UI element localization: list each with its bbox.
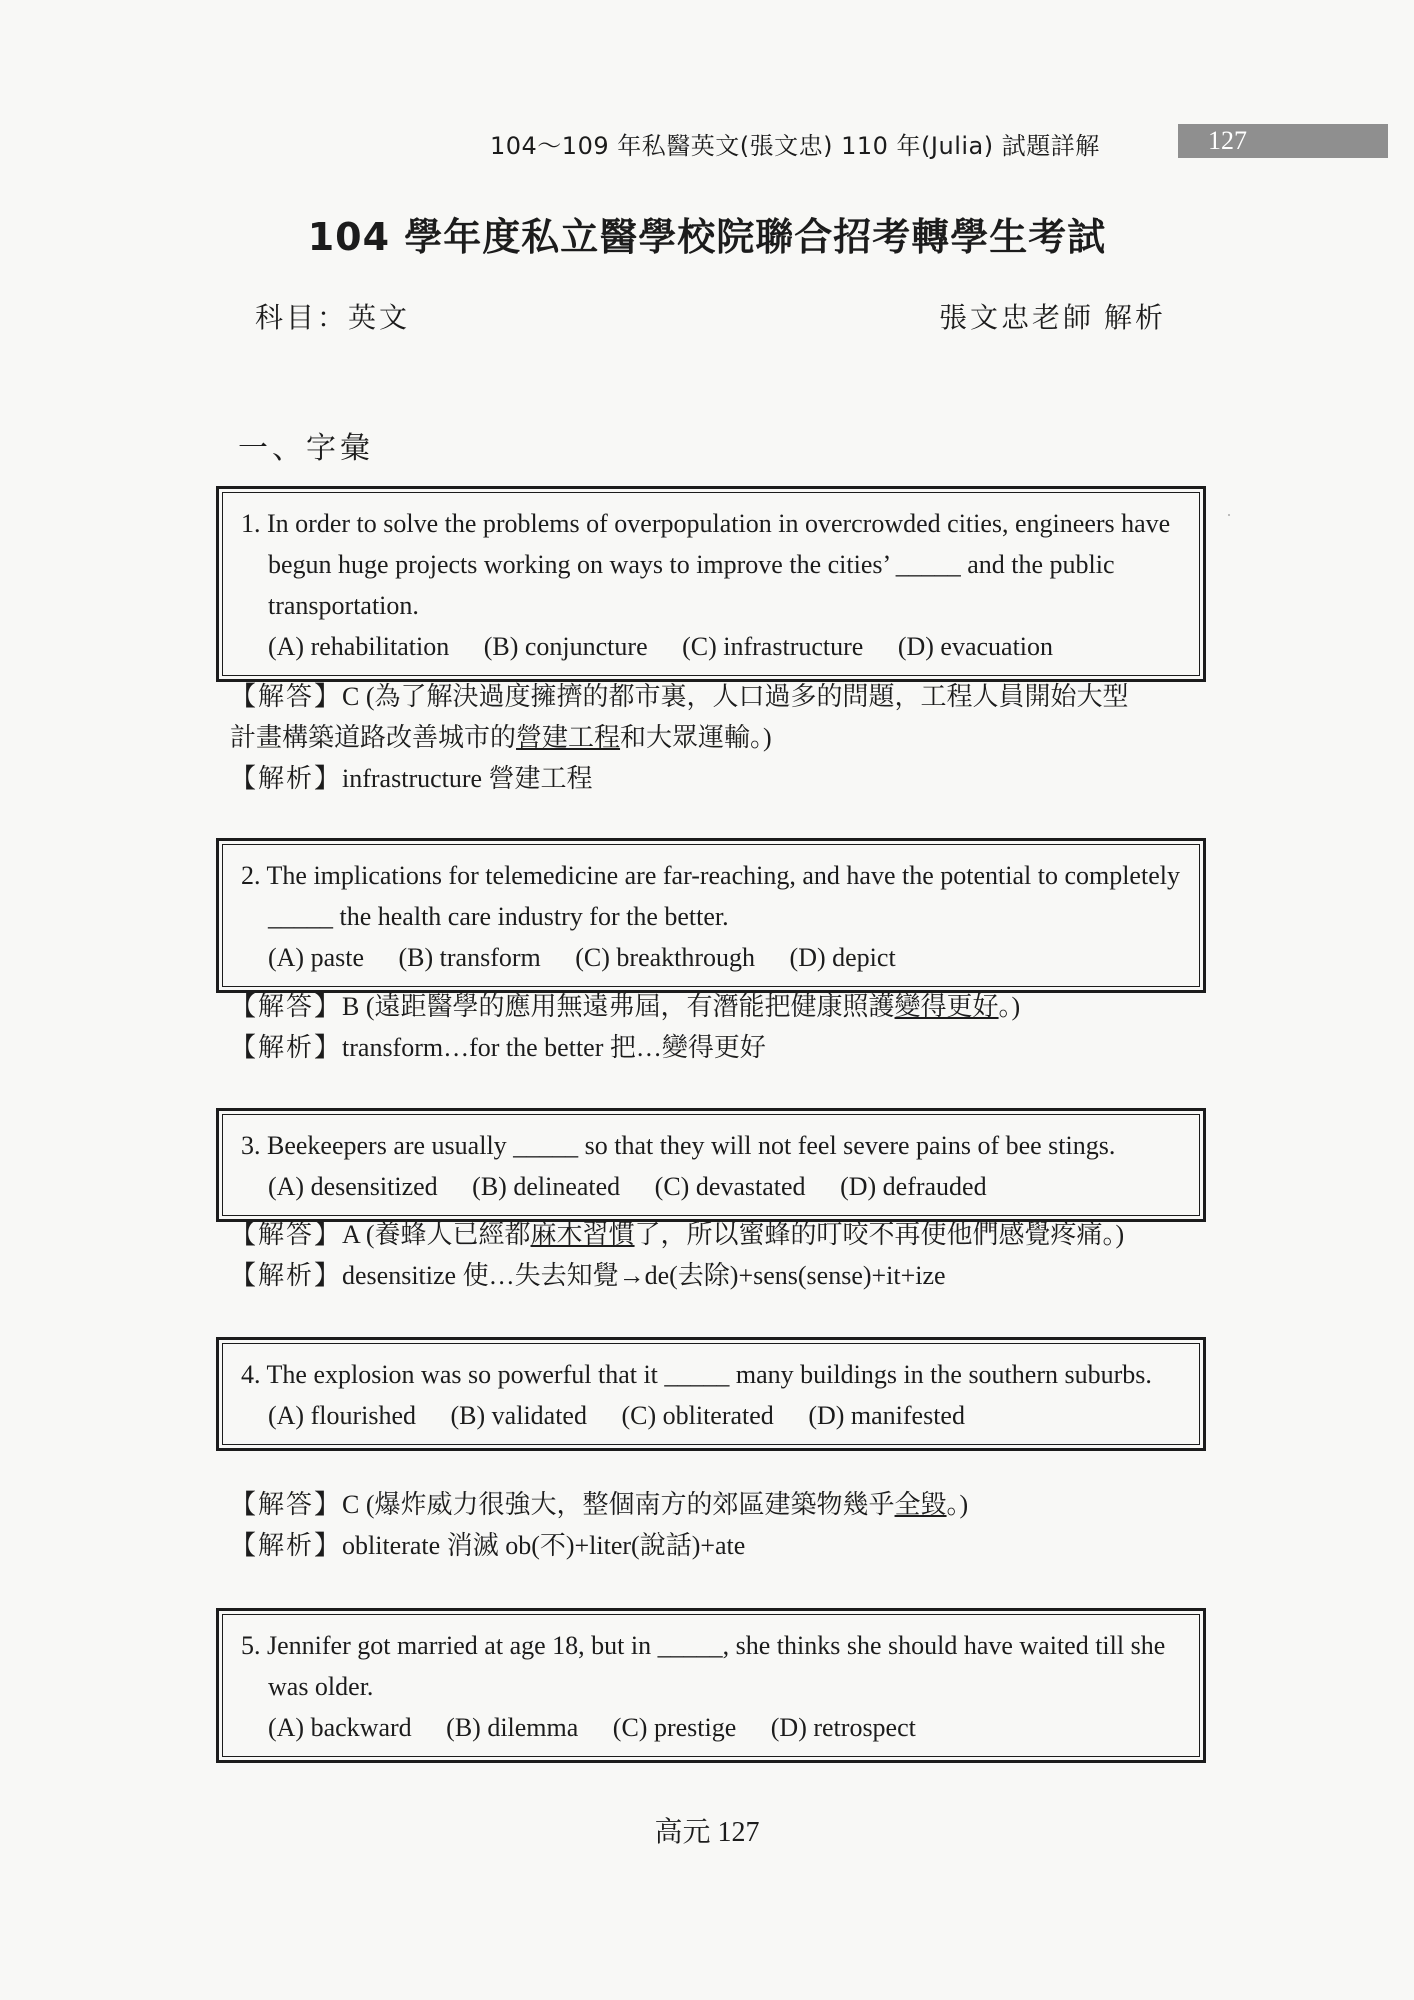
answer-text: C (爆炸威力很強大，整個南方的郊區建築物幾乎 <box>342 1490 895 1519</box>
answer-text: A (養蜂人已經都 <box>342 1220 531 1249</box>
analysis-line <box>230 758 1190 799</box>
answer-underlined: 變得更好 <box>894 992 999 1021</box>
answer-text: 。) <box>946 1490 969 1519</box>
analysis-tag: 【解析】 <box>230 1261 343 1290</box>
page-label-bar: 127 <box>1178 124 1388 158</box>
option-b: (B) conjuncture <box>483 632 648 661</box>
analysis-tag: 【解析】 <box>230 764 343 793</box>
options-row <box>241 1395 1181 1436</box>
question-text: 5. Jennifer got married at age 18, but in _____, she thinks she should have waited till she was older. <box>241 1631 1166 1701</box>
answer-line <box>230 986 1190 1027</box>
answer-text: C (為了解決過度擁擠的都市裏，人口過多的問題，工程人員開始大型 <box>342 682 1129 711</box>
analysis-line <box>230 1255 1190 1296</box>
scan-speck <box>1228 514 1230 516</box>
answer-underlined: 全毀 <box>894 1490 947 1519</box>
question-box-2 <box>216 838 1206 993</box>
options-row <box>241 1166 1181 1207</box>
answer-text: 。) <box>998 992 1021 1021</box>
question-box-4 <box>216 1337 1206 1451</box>
option-d: (D) depict <box>789 943 896 972</box>
analysis-text: transform…for the better 把…變得更好 <box>342 1033 766 1062</box>
exam-title: 104 學年度私立醫學校院聯合招考轉學生考試 <box>307 215 1107 259</box>
options-row <box>241 626 1181 667</box>
option-d: (D) manifested <box>808 1401 965 1430</box>
option-c: (C) devastated <box>654 1172 806 1201</box>
question-box-5 <box>216 1608 1206 1763</box>
option-b: (B) delineated <box>472 1172 621 1201</box>
option-a: (A) flourished <box>268 1401 417 1430</box>
answer-underlined: 營建工程 <box>516 723 621 752</box>
option-b: (B) validated <box>450 1401 587 1430</box>
answer-tag: 【解答】 <box>230 1220 343 1249</box>
options-row <box>241 1707 1181 1748</box>
section-title: 一、字彙 <box>238 432 374 465</box>
answer-tag: 【解答】 <box>230 992 343 1021</box>
option-b: (B) dilemma <box>446 1713 579 1742</box>
answer-block-3 <box>230 1214 1190 1296</box>
answer-text: B (遠距醫學的應用無遠弗屆，有潛能把健康照護 <box>342 992 895 1021</box>
answer-block-4 <box>230 1484 1190 1566</box>
analysis-tag: 【解析】 <box>230 1531 343 1560</box>
option-a: (A) rehabilitation <box>268 632 450 661</box>
page-number: 高元 127 <box>654 1817 760 1848</box>
question-text: 3. Beekeepers are usually _____ so that they will not feel severe pains of bee stings. <box>241 1131 1116 1160</box>
option-c: (C) infrastructure <box>682 632 864 661</box>
analysis-line <box>230 1027 1190 1068</box>
answer-line <box>230 1214 1190 1255</box>
analysis-tag: 【解析】 <box>230 1033 343 1062</box>
question-text: 2. The implications for telemedicine are far-reaching, and have the potential to completely _____ the health care industry for the better. <box>241 861 1180 931</box>
answer-line-continued <box>230 717 1190 758</box>
question-text: 1. In order to solve the problems of overpopulation in overcrowded cities, engineers have begun huge projects working on ways to improve the cities’ _____ and the public transportation. <box>241 509 1171 620</box>
option-d: (D) defrauded <box>840 1172 987 1201</box>
analysis-text: infrastructure 營建工程 <box>342 764 593 793</box>
answer-line <box>230 676 1190 717</box>
options-row <box>241 937 1181 978</box>
answer-text: 了，所以蜜蜂的叮咬不再使他們感覺疼痛。) <box>634 1220 1125 1249</box>
teacher-label: 張文忠老師 解析 <box>938 303 1166 334</box>
option-a: (A) backward <box>268 1713 412 1742</box>
running-title: 104～109 年私醫英文(張文忠) 110 年(Julia) 試題詳解 <box>490 132 1100 160</box>
question-box-1 <box>216 486 1206 682</box>
analysis-text: obliterate 消滅 ob(不)+liter(說話)+ate <box>342 1531 746 1560</box>
answer-tag: 【解答】 <box>230 682 343 711</box>
analysis-line <box>230 1525 1190 1566</box>
running-header <box>490 124 1414 164</box>
option-d: (D) retrospect <box>770 1713 916 1742</box>
answer-block-2 <box>230 986 1190 1068</box>
option-b: (B) transform <box>398 943 541 972</box>
option-c: (C) prestige <box>612 1713 737 1742</box>
option-a: (A) desensitized <box>268 1172 438 1201</box>
option-d: (D) evacuation <box>897 632 1054 661</box>
option-a: (A) paste <box>268 943 365 972</box>
question-text: 4. The explosion was so powerful that it _____ many buildings in the southern suburbs. <box>241 1360 1152 1389</box>
answer-text: 計畫構築道路改善城市的 <box>230 723 517 752</box>
option-c: (C) obliterated <box>621 1401 774 1430</box>
question-box-3 <box>216 1108 1206 1222</box>
subject-label: 科目：英文 <box>255 303 411 334</box>
answer-line <box>230 1484 1190 1525</box>
option-c: (C) breakthrough <box>575 943 756 972</box>
answer-tag: 【解答】 <box>230 1490 343 1519</box>
analysis-text: desensitize 使…失去知覺→de(去除)+sens(sense)+it+ize <box>342 1261 946 1290</box>
answer-text: 和大眾運輸。) <box>620 723 772 752</box>
answer-underlined: 麻木習慣 <box>530 1220 635 1249</box>
answer-block-1 <box>230 676 1190 799</box>
